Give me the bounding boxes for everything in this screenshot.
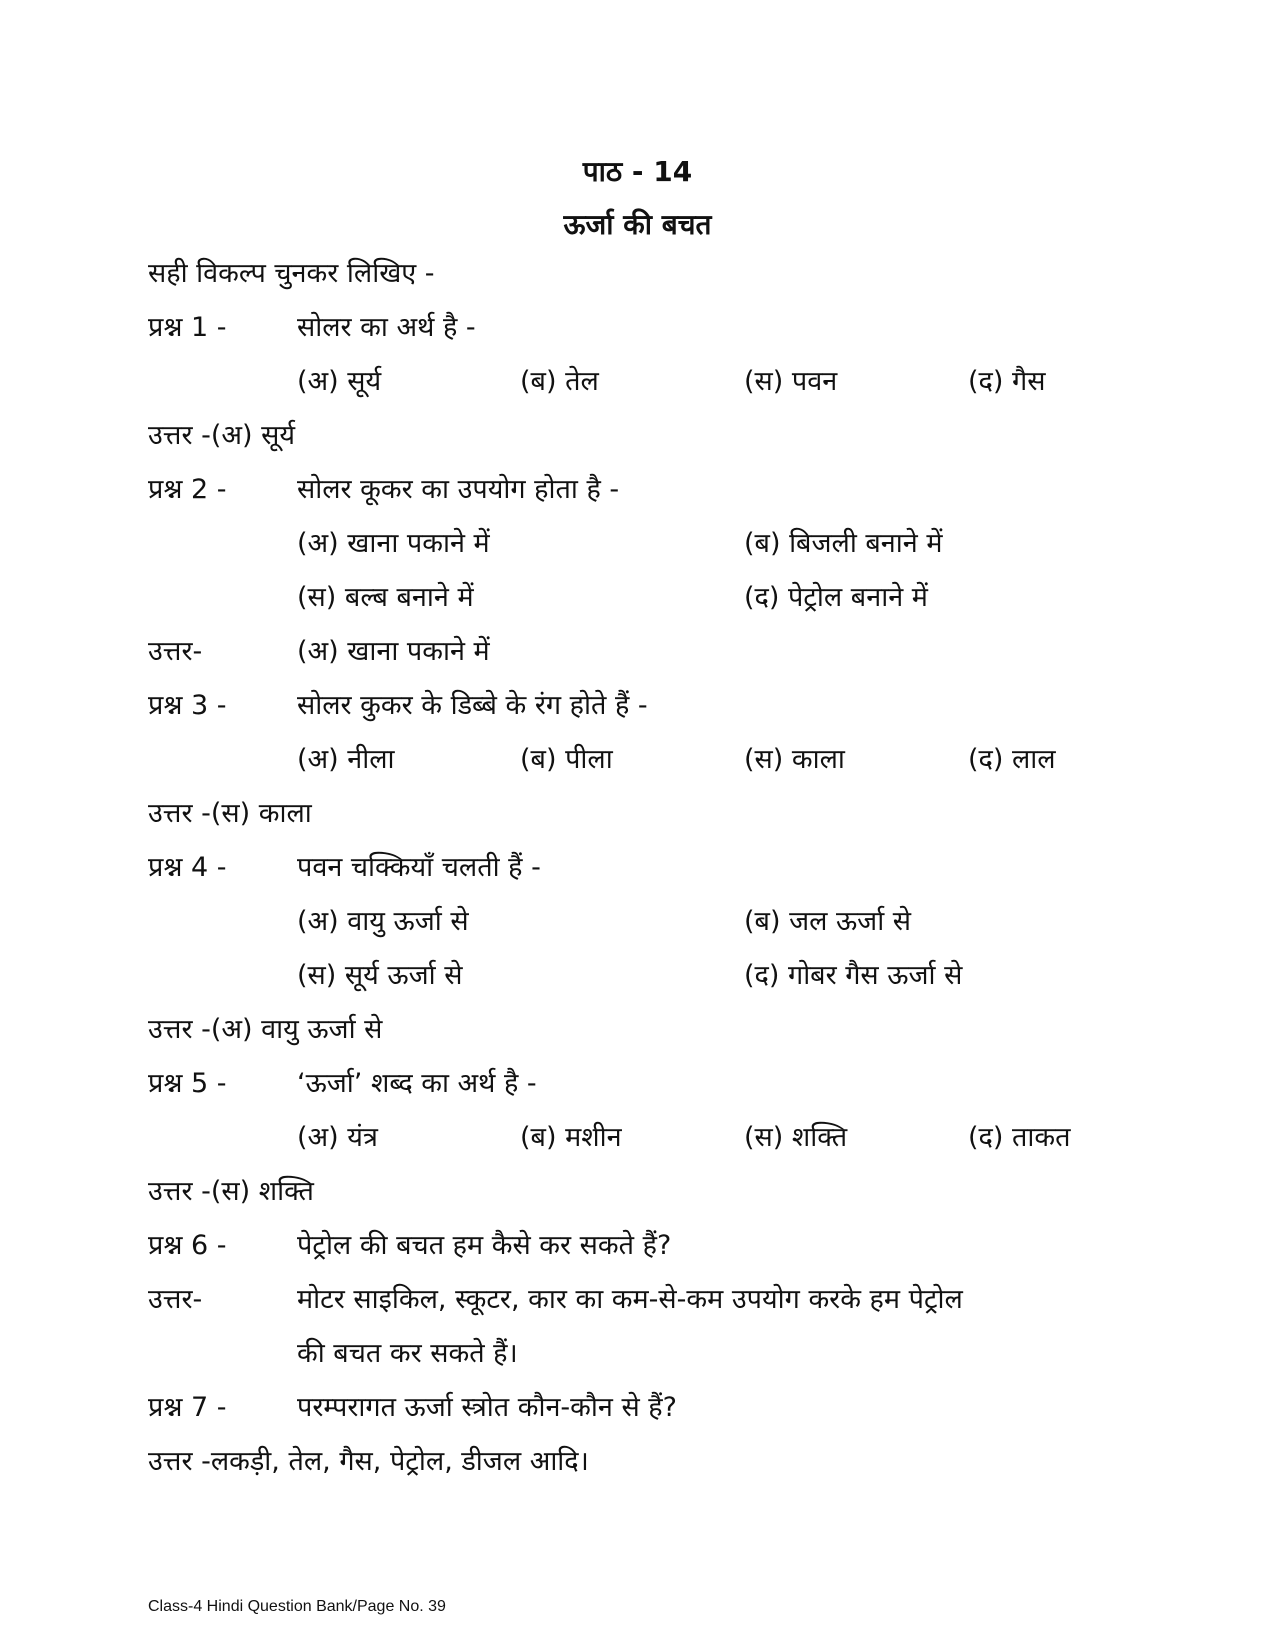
lesson-number: पाठ - 14	[582, 155, 693, 188]
q4-text: पवन चक्कियाँ चलती हैं -	[297, 852, 541, 883]
q3-answer: उत्तर -(स) काला	[148, 798, 312, 829]
q2-answer-label: उत्तर-	[148, 636, 203, 667]
q5-option-c: (स) शक्ति	[744, 1122, 848, 1153]
q1-option-c: (स) पवन	[744, 366, 838, 397]
q4-option-c: (स) सूर्य ऊर्जा से	[297, 960, 463, 991]
q2-answer: (अ) खाना पकाने में	[297, 636, 490, 667]
q1-answer: उत्तर -(अ) सूर्य	[148, 420, 296, 451]
q4-option-d: (द) गोबर गैस ऊर्जा से	[744, 960, 963, 991]
q6-answer-line-1: मोटर साइकिल, स्कूटर, कार का कम-से-कम उपयोग करके हम पेट्रोल	[297, 1284, 963, 1315]
lesson-title: ऊर्जा की बचत	[563, 208, 712, 241]
q5-option-a: (अ) यंत्र	[297, 1122, 378, 1153]
page-footer: Class-4 Hindi Question Bank/Page No. 39	[148, 1598, 446, 1615]
q1-text: सोलर का अर्थ है -	[297, 312, 476, 343]
q5-option-d: (द) ताकत	[968, 1122, 1071, 1153]
q2-option-b: (ब) बिजली बनाने में	[744, 528, 943, 559]
q2-option-a: (अ) खाना पकाने में	[297, 528, 490, 559]
q2-text: सोलर कूकर का उपयोग होता है -	[297, 474, 620, 505]
q6-answer-line-2: की बचत कर सकते हैं।	[297, 1338, 518, 1369]
q4-option-a: (अ) वायु ऊर्जा से	[297, 906, 469, 937]
q4-label: प्रश्न 4 -	[148, 852, 227, 883]
q6-label: प्रश्न 6 -	[148, 1230, 227, 1261]
q2-option-d: (द) पेट्रोल बनाने में	[744, 582, 928, 613]
q3-option-b: (ब) पीला	[520, 744, 613, 775]
q7-answer: उत्तर -लकड़ी, तेल, गैस, पेट्रोल, डीजल आदि।	[148, 1446, 589, 1477]
q5-answer: उत्तर -(स) शक्ति	[148, 1176, 314, 1207]
q3-text: सोलर कुकर के डिब्बे के रंग होते हैं -	[297, 690, 648, 721]
q7-label: प्रश्न 7 -	[148, 1392, 227, 1423]
q5-label: प्रश्न 5 -	[148, 1068, 227, 1099]
q4-option-b: (ब) जल ऊर्जा से	[744, 906, 912, 937]
q3-option-a: (अ) नीला	[297, 744, 395, 775]
q1-option-d: (द) गैस	[968, 366, 1046, 397]
instruction: सही विकल्प चुनकर लिखिए -	[148, 258, 435, 289]
q7-text: परम्परागत ऊर्जा स्त्रोत कौन-कौन से हैं?	[297, 1392, 677, 1423]
q3-option-d: (द) लाल	[968, 744, 1056, 775]
q6-answer-label: उत्तर-	[148, 1284, 203, 1315]
q4-answer: उत्तर -(अ) वायु ऊर्जा से	[148, 1014, 383, 1045]
q3-label: प्रश्न 3 -	[148, 690, 227, 721]
q3-option-c: (स) काला	[744, 744, 845, 775]
q5-option-b: (ब) मशीन	[520, 1122, 622, 1153]
q5-text: ‘ऊर्जा’ शब्द का अर्थ है -	[297, 1068, 537, 1099]
q2-option-c: (स) बल्ब बनाने में	[297, 582, 474, 613]
q1-option-a: (अ) सूर्य	[297, 366, 382, 397]
q1-label: प्रश्न 1 -	[148, 312, 227, 343]
q1-option-b: (ब) तेल	[520, 366, 599, 397]
q6-text: पेट्रोल की बचत हम कैसे कर सकते हैं?	[297, 1230, 672, 1261]
q2-label: प्रश्न 2 -	[148, 474, 227, 505]
